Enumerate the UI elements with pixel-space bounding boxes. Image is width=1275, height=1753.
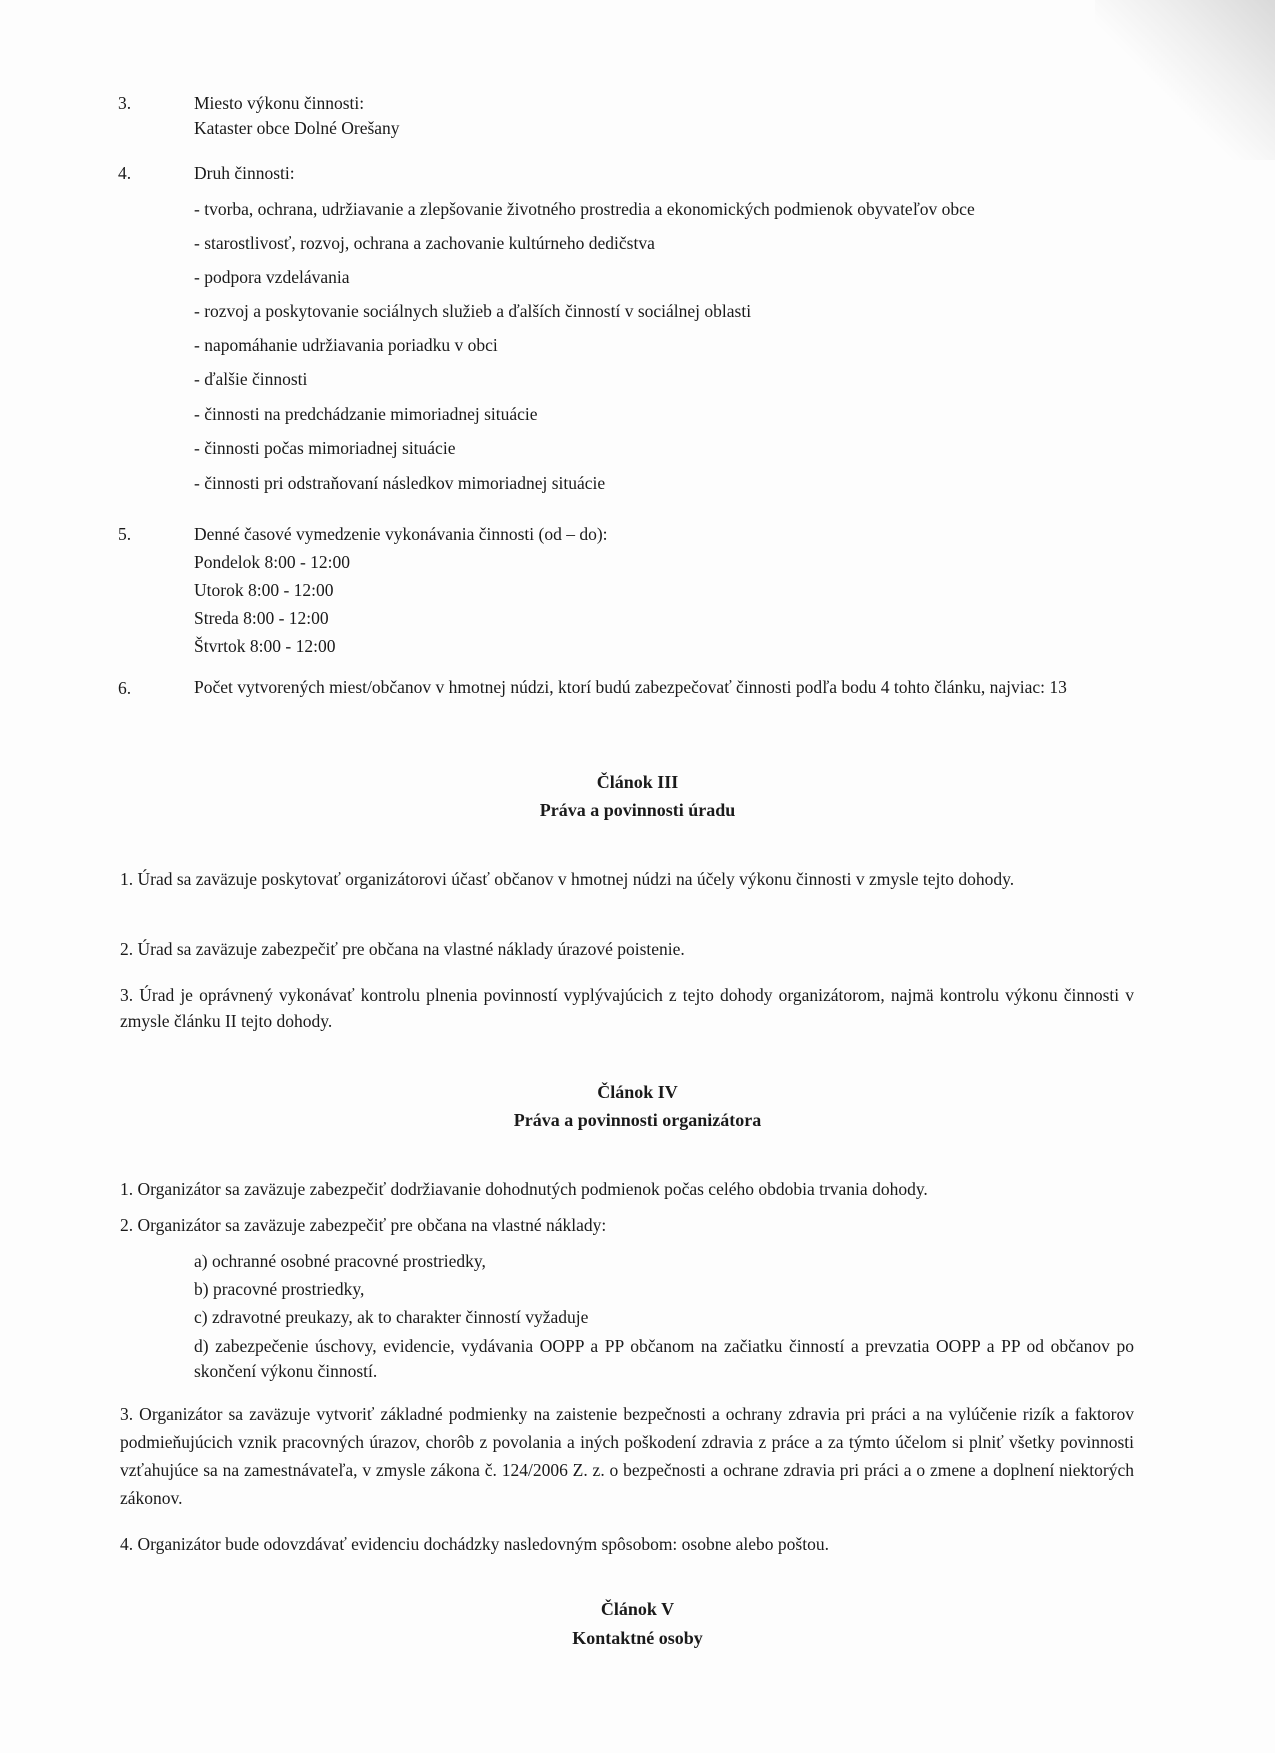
article-4-paragraph-2: 2. Organizátor sa zaväzuje zabezpečiť pre občana na vlastné náklady: bbox=[120, 1215, 607, 1235]
activity-item: - podpora vzdelávania bbox=[194, 267, 350, 287]
provision-item: d) zabezpečenie úschovy, evidencie, vydávania OOPP a PP občanom na začiatku činností a prevzatia OOPP a PP od občanov po skončení výkonu činností. bbox=[194, 1336, 1134, 1381]
item-3-title: Miesto výkonu činnosti: bbox=[194, 93, 365, 113]
article-3-paragraph: 1. Úrad sa zaväzuje poskytovať organizátorovi účasť občanov v hmotnej núdzi na účely výkonu činnosti v zmysle tejto dohody. bbox=[120, 869, 1015, 889]
article-5-heading: Článok V bbox=[600, 1599, 675, 1619]
provision-item: c) zdravotné preukazy, ak to charakter činností vyžaduje bbox=[194, 1307, 589, 1327]
activity-item: - tvorba, ochrana, udržiavanie a zlepšovanie životného prostredia a ekonomických podmienok obyvateľov obce bbox=[194, 199, 975, 219]
article-4-subheading: Práva a povinnosti organizátora bbox=[513, 1110, 762, 1130]
schedule-day: Pondelok 8:00 - 12:00 bbox=[194, 552, 351, 572]
article-4-paragraph-1: 1. Organizátor sa zaväzuje zabezpečiť dodržiavanie dohodnutých podmienok počas celého obdobia trvania dohody. bbox=[120, 1179, 928, 1199]
activity-item: - napomáhanie udržiavania poriadku v obci bbox=[194, 335, 498, 355]
article-5-subheading: Kontaktné osoby bbox=[572, 1628, 703, 1648]
activity-item: - rozvoj a poskytovanie sociálnych služieb a ďalších činností v sociálnej oblasti bbox=[194, 301, 752, 321]
article-3-subheading: Práva a povinnosti úradu bbox=[539, 800, 736, 820]
activity-item: - činnosti pri odstraňovaní následkov mimoriadnej situácie bbox=[194, 473, 606, 493]
schedule-day: Streda 8:00 - 12:00 bbox=[194, 608, 329, 628]
item-3-number: 3. bbox=[118, 93, 132, 113]
item-6-text: Počet vytvorených miest/občanov v hmotnej núdzi, ktorí budú zabezpečovať činnosti podľa bodu 4 tohto článku, najviac: 13 bbox=[194, 677, 1067, 697]
article-4-paragraph-3: 3. Organizátor sa zaväzuje vytvoriť základné podmienky na zaistenie bezpečnosti a ochrany zdravia pri práci a na vylúčenie rizík a faktorov podmieňujúcich vznik pracovných úrazov, chorôb z povolania a iných poškodení zdravia z práce a za týmto účelom si plniť všetky povinnosti vzťahujúce sa na zamestnávateľa, v zmysle zákona č. 124/2006 Z. z. o bezpečnosti a ochrane zdravia pri práci a o zmene a doplnení niektorých zákonov. bbox=[120, 1404, 1134, 1508]
article-3-heading: Článok III bbox=[596, 772, 679, 792]
activity-item: - starostlivosť, rozvoj, ochrana a zachovanie kultúrneho dedičstva bbox=[194, 233, 655, 253]
article-4-paragraph-4: 4. Organizátor bude odovzdávať evidenciu dochádzky nasledovným spôsobom: osobne alebo poštou. bbox=[120, 1534, 829, 1554]
item-4-title: Druh činnosti: bbox=[194, 163, 295, 183]
schedule-day: Štvrtok 8:00 - 12:00 bbox=[194, 636, 336, 656]
article-3-paragraph: 3. Úrad je oprávnený vykonávať kontrolu plnenia povinností vyplývajúcich z tejto dohody organizátorom, najmä kontrolu výkonu činnosti v zmysle článku II tejto dohody. bbox=[120, 985, 1134, 1031]
activity-item: - činnosti počas mimoriadnej situácie bbox=[194, 438, 456, 458]
article-4-heading: Článok IV bbox=[597, 1082, 678, 1102]
provision-item: a) ochranné osobné pracovné prostriedky, bbox=[194, 1251, 486, 1271]
item-6-number: 6. bbox=[118, 678, 132, 698]
article-3-paragraph: 2. Úrad sa zaväzuje zabezpečiť pre občana na vlastné náklady úrazové poistenie. bbox=[120, 939, 685, 959]
page-fold bbox=[1095, 0, 1275, 160]
activity-item: - ďalšie činnosti bbox=[194, 369, 308, 389]
item-5-title: Denné časové vymedzenie vykonávania činnosti (od – do): bbox=[194, 524, 608, 544]
provision-item: b) pracovné prostriedky, bbox=[194, 1279, 365, 1299]
item-4-number: 4. bbox=[118, 163, 132, 183]
activity-item: - činnosti na predchádzanie mimoriadnej situácie bbox=[194, 404, 538, 424]
item-5-number: 5. bbox=[118, 524, 132, 544]
item-3-value: Kataster obce Dolné Orešany bbox=[194, 118, 400, 138]
schedule-day: Utorok 8:00 - 12:00 bbox=[194, 580, 334, 600]
